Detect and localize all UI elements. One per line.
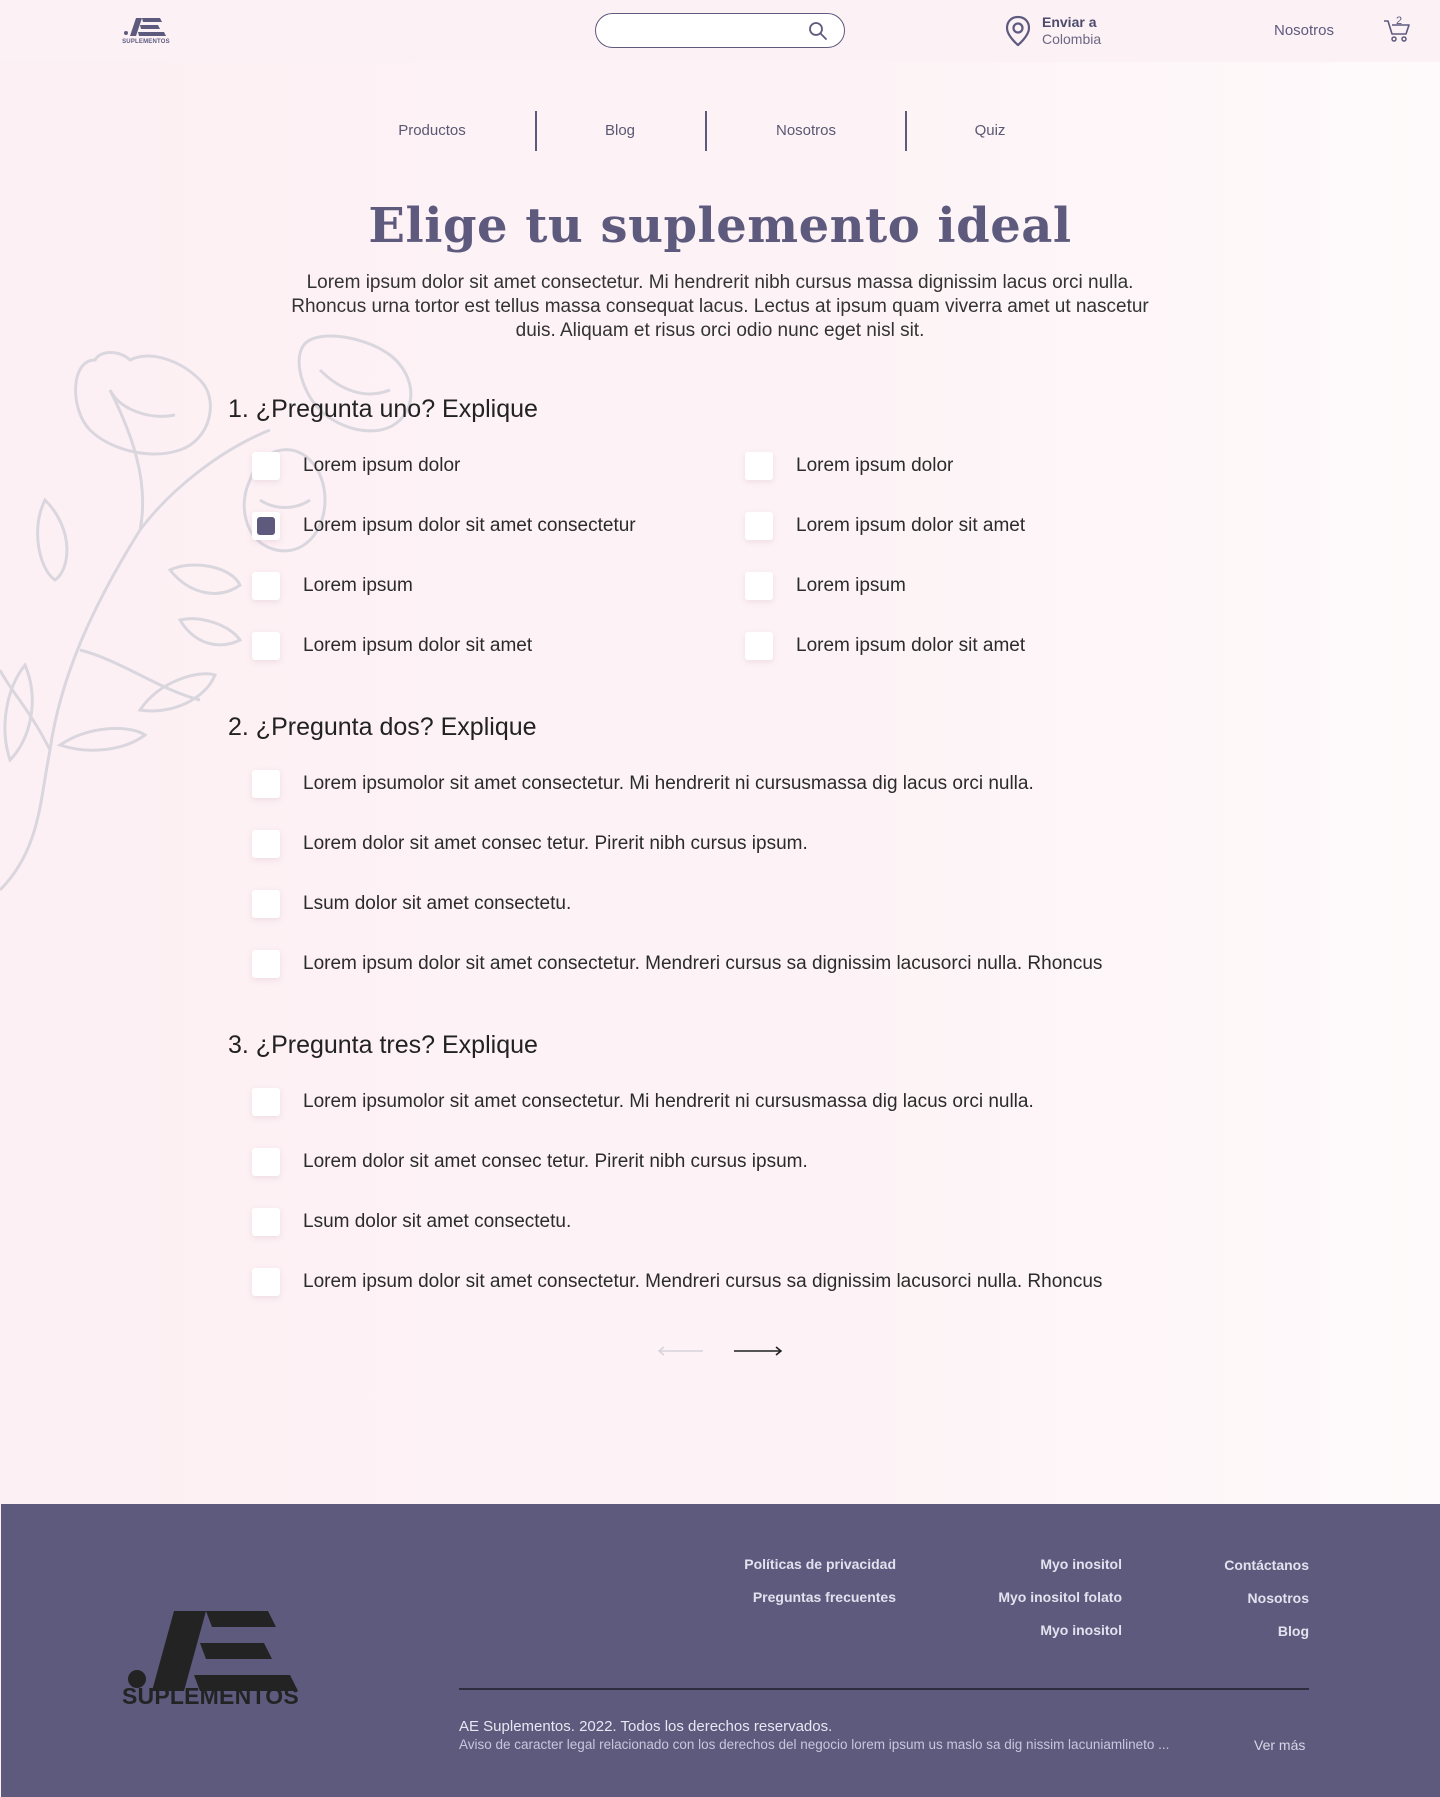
search-box[interactable] (595, 13, 845, 48)
nav-quiz[interactable]: Quiz (974, 122, 1006, 139)
question-2-option[interactable] (252, 949, 1102, 979)
search-input[interactable] (610, 14, 810, 46)
option-checkbox[interactable] (252, 572, 280, 600)
header-logo[interactable] (120, 14, 172, 48)
option-label: Lorem ipsumolor sit amet consectetur. Mi hendrerit ni cursusmassa dig lacus orci nulla. (303, 773, 1034, 794)
footer-link-product[interactable]: Myo inositol (1040, 1622, 1122, 1638)
option-checkbox[interactable] (252, 1208, 280, 1236)
question-1-option[interactable] (745, 511, 1025, 541)
question-1-option[interactable] (252, 571, 413, 601)
question-1-option[interactable] (745, 451, 953, 481)
option-label: Lorem ipsumolor sit amet consectetur. Mi hendrerit ni cursusmassa dig lacus orci nulla. (303, 1091, 1034, 1112)
logo-text: SUPLEMENTOS (122, 39, 170, 45)
nav-blog[interactable]: Blog (604, 122, 636, 139)
footer-link-blog[interactable]: Blog (1277, 1623, 1309, 1639)
option-checkbox[interactable] (252, 452, 280, 480)
option-checkbox[interactable] (252, 632, 280, 660)
option-label: Lsum dolor sit amet consectetu. (303, 893, 572, 914)
option-checkbox[interactable] (252, 950, 280, 978)
option-checkbox[interactable] (252, 770, 280, 798)
question-1-option[interactable] (745, 631, 1025, 661)
option-label: Lorem ipsum dolor sit amet consectetur (303, 515, 636, 536)
ship-to-location[interactable] (1004, 14, 1101, 48)
option-checkbox[interactable] (252, 1268, 280, 1296)
option-checkbox-checked[interactable] (252, 512, 280, 540)
option-label: Lorem ipsum (303, 575, 413, 596)
question-1-option[interactable] (252, 451, 460, 481)
option-label: Lorem ipsum dolor sit amet (796, 635, 1026, 656)
option-checkbox[interactable] (745, 632, 773, 660)
option-label: Lorem ipsum dolor sit amet consectetur. Mendreri cursus sa dignissim lacusorci nulla. Rhoncus (303, 1271, 1103, 1292)
footer-link-product[interactable]: Myo inositol folato (998, 1589, 1122, 1605)
option-checkbox[interactable] (252, 1148, 280, 1176)
footer-link-product[interactable]: Myo inositol (1040, 1556, 1122, 1572)
footer-link-privacy[interactable]: Políticas de privacidad (744, 1556, 896, 1572)
footer-divider (459, 1688, 1309, 1690)
question-3-option[interactable] (252, 1267, 1102, 1297)
cart-count-badge: 2 (1396, 15, 1403, 27)
nav-divider (535, 111, 537, 151)
question-2-option[interactable] (252, 889, 571, 919)
footer-copyright: AE Suplementos. 2022. Todos los derechos reservados. (459, 1718, 833, 1735)
question-1-option[interactable] (252, 511, 636, 541)
footer-logo-text: SUPLEMENTOS (122, 1683, 299, 1709)
footer-see-more-link[interactable]: Ver más (1254, 1737, 1306, 1753)
logo-mark-icon (120, 14, 172, 38)
question-2-option[interactable] (252, 829, 808, 859)
question-1-title: 1. ¿Pregunta uno? Explique (228, 395, 538, 423)
option-label: Lsum dolor sit amet consectetu. (303, 1211, 572, 1232)
site-header (0, 0, 1440, 62)
nav-divider (705, 111, 707, 151)
question-2-title: 2. ¿Pregunta dos? Explique (228, 713, 537, 741)
question-2-option[interactable] (252, 769, 1034, 799)
option-label: Lorem ipsum dolor sit amet (796, 515, 1026, 536)
location-label: Enviar a (1042, 14, 1097, 30)
location-value: Colombia (1042, 31, 1102, 47)
main-nav (0, 111, 1440, 153)
option-label: Lorem dolor sit amet consec tetur. Pirerit nibh cursus ipsum. (303, 1151, 808, 1172)
next-arrow-icon[interactable] (733, 1345, 783, 1357)
option-label: Lorem ipsum dolor (303, 455, 461, 476)
question-3-title: 3. ¿Pregunta tres? Explique (228, 1031, 538, 1059)
option-checkbox[interactable] (252, 830, 280, 858)
option-checkbox[interactable] (745, 512, 773, 540)
location-pin-icon (1004, 15, 1032, 47)
question-1-option[interactable] (745, 571, 906, 601)
option-checkbox[interactable] (252, 890, 280, 918)
search-icon[interactable] (808, 21, 828, 41)
footer-legal-notice: Aviso de caracter legal relacionado con los derechos del negocio lorem ipsum us maslo sa dig nissim lacuniamlineto ... (459, 1737, 1170, 1752)
option-label: Lorem ipsum dolor (796, 455, 954, 476)
previous-arrow-icon[interactable] (657, 1345, 705, 1357)
nav-productos[interactable]: Productos (398, 122, 466, 139)
option-label: Lorem ipsum dolor sit amet consectetur. Mendreri cursus sa dignissim lacusorci nulla. Rhoncus (303, 953, 1103, 974)
footer-link-faq[interactable]: Preguntas frecuentes (752, 1589, 896, 1605)
option-checkbox[interactable] (745, 452, 773, 480)
option-label: Lorem ipsum dolor sit amet (303, 635, 533, 656)
nav-nosotros[interactable]: Nosotros (775, 122, 837, 139)
footer-link-contact[interactable]: Contáctanos (1224, 1557, 1309, 1573)
option-checkbox[interactable] (745, 572, 773, 600)
question-3-option[interactable] (252, 1147, 808, 1177)
footer-link-nosotros[interactable]: Nosotros (1247, 1590, 1309, 1606)
option-label: Lorem dolor sit amet consec tetur. Pirerit nibh cursus ipsum. (303, 833, 808, 854)
option-label: Lorem ipsum (796, 575, 906, 596)
cart-button[interactable] (1383, 17, 1411, 43)
question-3-option[interactable] (252, 1207, 571, 1237)
page-title: Elige tu suplemento ideal (368, 198, 1072, 254)
nav-divider (905, 111, 907, 151)
header-nosotros-link[interactable]: Nosotros (1274, 22, 1335, 39)
option-checkbox[interactable] (252, 1088, 280, 1116)
question-1-option[interactable] (252, 631, 532, 661)
intro-text: Lorem ipsum dolor sit amet consectetur. Mi hendrerit nibh cursus massa dignissim lacus orci nulla. Rhoncus urna tortor est tellus massa consequat lacus. Lectus at ipsum quam viverra amet ut nascetur duis. Aliquam et risus orci odio nunc eget nisl sit. (291, 272, 1149, 341)
question-3-option[interactable] (252, 1087, 1034, 1117)
